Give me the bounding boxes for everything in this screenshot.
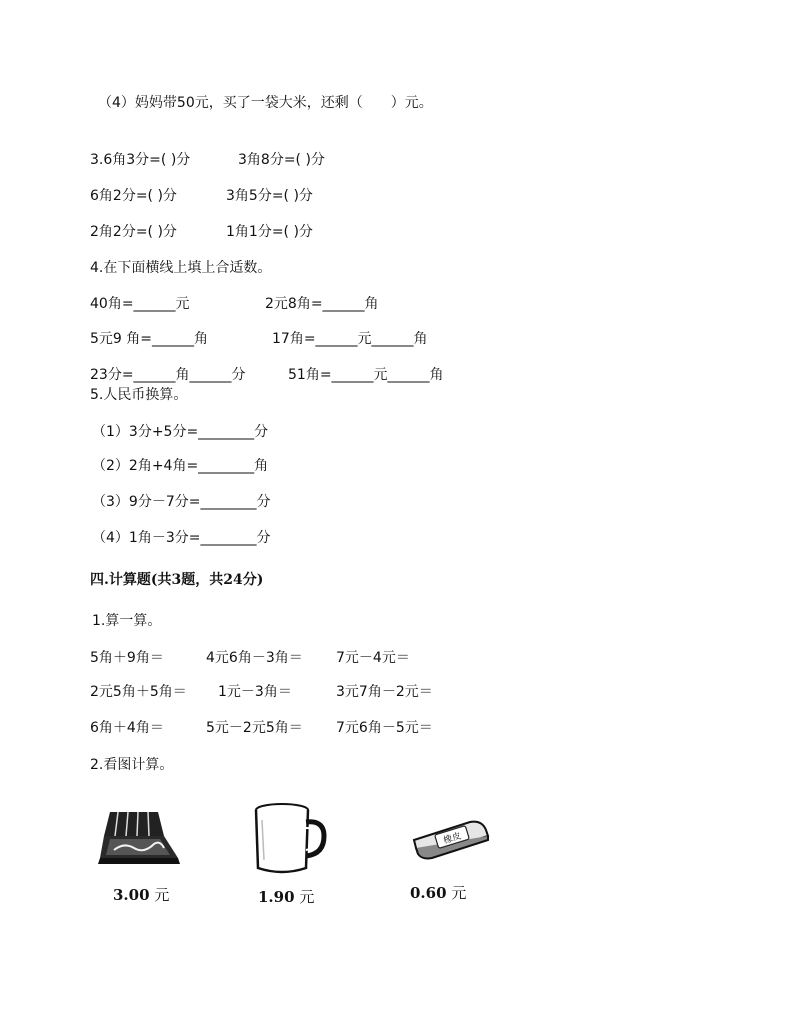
conversion-item: 3角8分=( )分 [238, 152, 325, 168]
fill-blank-item: 2元8角=______角 [265, 296, 379, 312]
calc-item: 5角＋9角＝ [90, 650, 164, 666]
calc-item: 7元6角－5元＝ [336, 720, 433, 736]
eraser-icon [408, 816, 492, 862]
crayon-box-icon [98, 806, 182, 868]
conversion-item: 6角2分=( )分 [90, 188, 177, 204]
question-5-title: 5.人民币换算。 [90, 387, 188, 403]
conversion-item: 2角2分=( )分 [90, 224, 177, 240]
mug-icon [250, 800, 332, 876]
calc-item: 2元5角＋5角＝ [90, 684, 187, 700]
calc-item: 1元－3角＝ [218, 684, 292, 700]
conversion-item: 3.6角3分=( )分 [90, 152, 191, 168]
conversion-item: 1角1分=( )分 [226, 224, 313, 240]
fill-blank-item: 17角=______元______角 [272, 331, 428, 347]
fill-blank-item: 40角=______元 [90, 296, 190, 312]
price-unit: 元 [154, 886, 170, 904]
price-unit: 元 [299, 888, 315, 906]
calc-item: 6角＋4角＝ [90, 720, 164, 736]
fill-blank-item: 51角=______元______角 [288, 367, 444, 383]
money-conversion-item: （3）9分－7分=________分 [92, 494, 271, 510]
price-amount: 3.00 [113, 886, 150, 904]
calc-item: 5元－2元5角＝ [206, 720, 303, 736]
price-tag [113, 884, 169, 905]
calc-item: 4元6角－3角＝ [206, 650, 303, 666]
price-unit: 元 [451, 884, 467, 902]
question-4-title: 4.在下面横线上填上合适数。 [90, 260, 272, 276]
money-conversion-item: （4）1角－3分=________分 [92, 530, 271, 546]
money-conversion-item: （1）3分+5分=________分 [92, 424, 269, 440]
money-conversion-item: （2）2角+4角=________角 [92, 458, 269, 474]
fill-blank-item: 23分=______角______分 [90, 367, 246, 383]
calc-item: 7元－4元＝ [336, 650, 410, 666]
eraser-label: 橡皮 [442, 831, 463, 847]
conversion-item: 3角5分=( )分 [226, 188, 313, 204]
price-amount: 0.60 [410, 884, 447, 902]
calc-1-title: 1.算一算。 [92, 613, 162, 629]
price-tag [410, 882, 466, 903]
calc-item: 3元7角－2元＝ [336, 684, 433, 700]
calc-2-title: 2.看图计算。 [90, 757, 174, 773]
price-amount: 1.90 [258, 888, 295, 906]
fill-blank-item: 5元9 角=______角 [90, 331, 208, 347]
section-heading: 四.计算题(共3题，共24分) [90, 572, 264, 588]
price-tag [258, 886, 314, 907]
question-3-4: （4）妈妈带50元，买了一袋大米，还剩（ ）元。 [98, 95, 433, 111]
